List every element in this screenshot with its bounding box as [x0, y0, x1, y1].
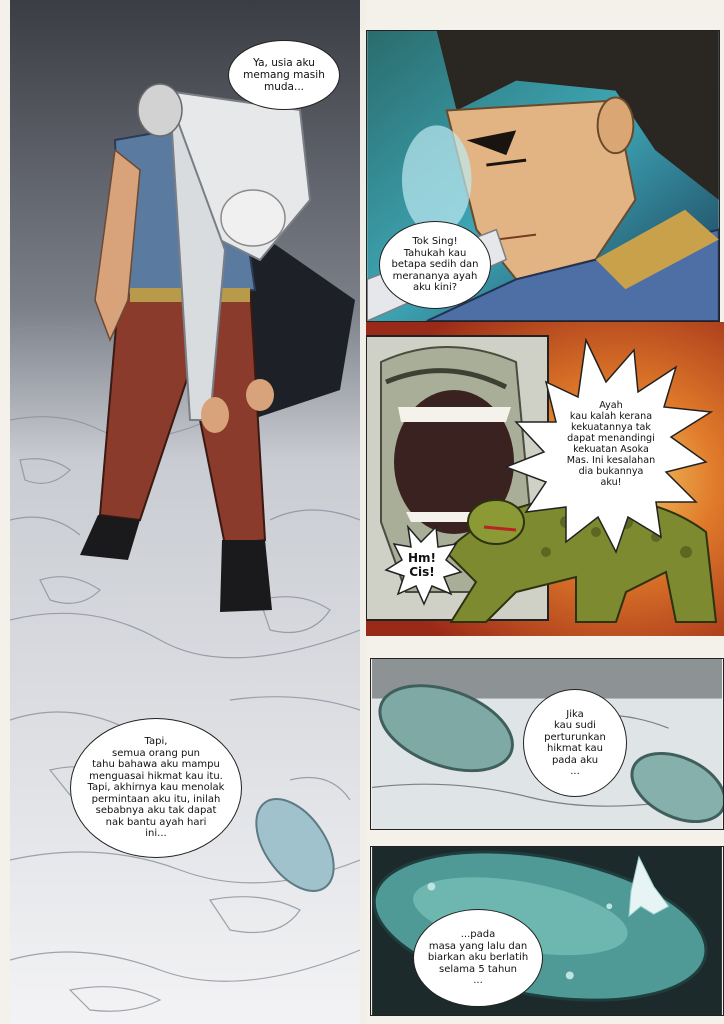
bubble-text: Ya, usia aku memang masih muda... — [243, 56, 325, 94]
speech-bubble-bottom — [70, 718, 242, 858]
speech-bubble-top — [228, 40, 340, 110]
speech-burst-hm — [396, 544, 448, 588]
speech-bubble-footprint — [523, 689, 627, 797]
panel-walking-man — [10, 0, 360, 1024]
bubble-text: Tok Sing! Tahukah kau betapa sedih dan merananya ayah aku kini? — [391, 236, 479, 294]
walking-man-art — [10, 0, 360, 1024]
bubble-text: Hm! Cis! — [407, 551, 437, 579]
panel-beast — [366, 322, 724, 636]
speech-bubble-water — [413, 909, 543, 1007]
speech-bubble-face — [379, 221, 491, 309]
bubble-text: Ayah kau kalah kerana kekuatannya tak dapat menandingi kekuatan Asoka Mas. Ini kesalahan dia bukannya aku! — [566, 399, 656, 489]
bubble-text: ...pada masa yang lalu dan biarkan aku berlatih selama 5 tahun ... — [427, 929, 529, 987]
bubble-text: Jika kau sudi perturunkan hikmat kau pada aku ... — [544, 708, 606, 777]
speech-burst-beast — [532, 364, 690, 524]
panel-face — [366, 30, 720, 322]
bubble-text: Tapi, semua orang pun tahu bahawa aku mampu menguasai hikmat kau itu. Tapi, akhirnya kau menolak permintaan aku itu, inilah sebabnya aku tak dapat nak bantu ayah hari ini... — [87, 736, 225, 840]
panel-water — [370, 846, 724, 1016]
panel-footprint — [370, 658, 724, 830]
